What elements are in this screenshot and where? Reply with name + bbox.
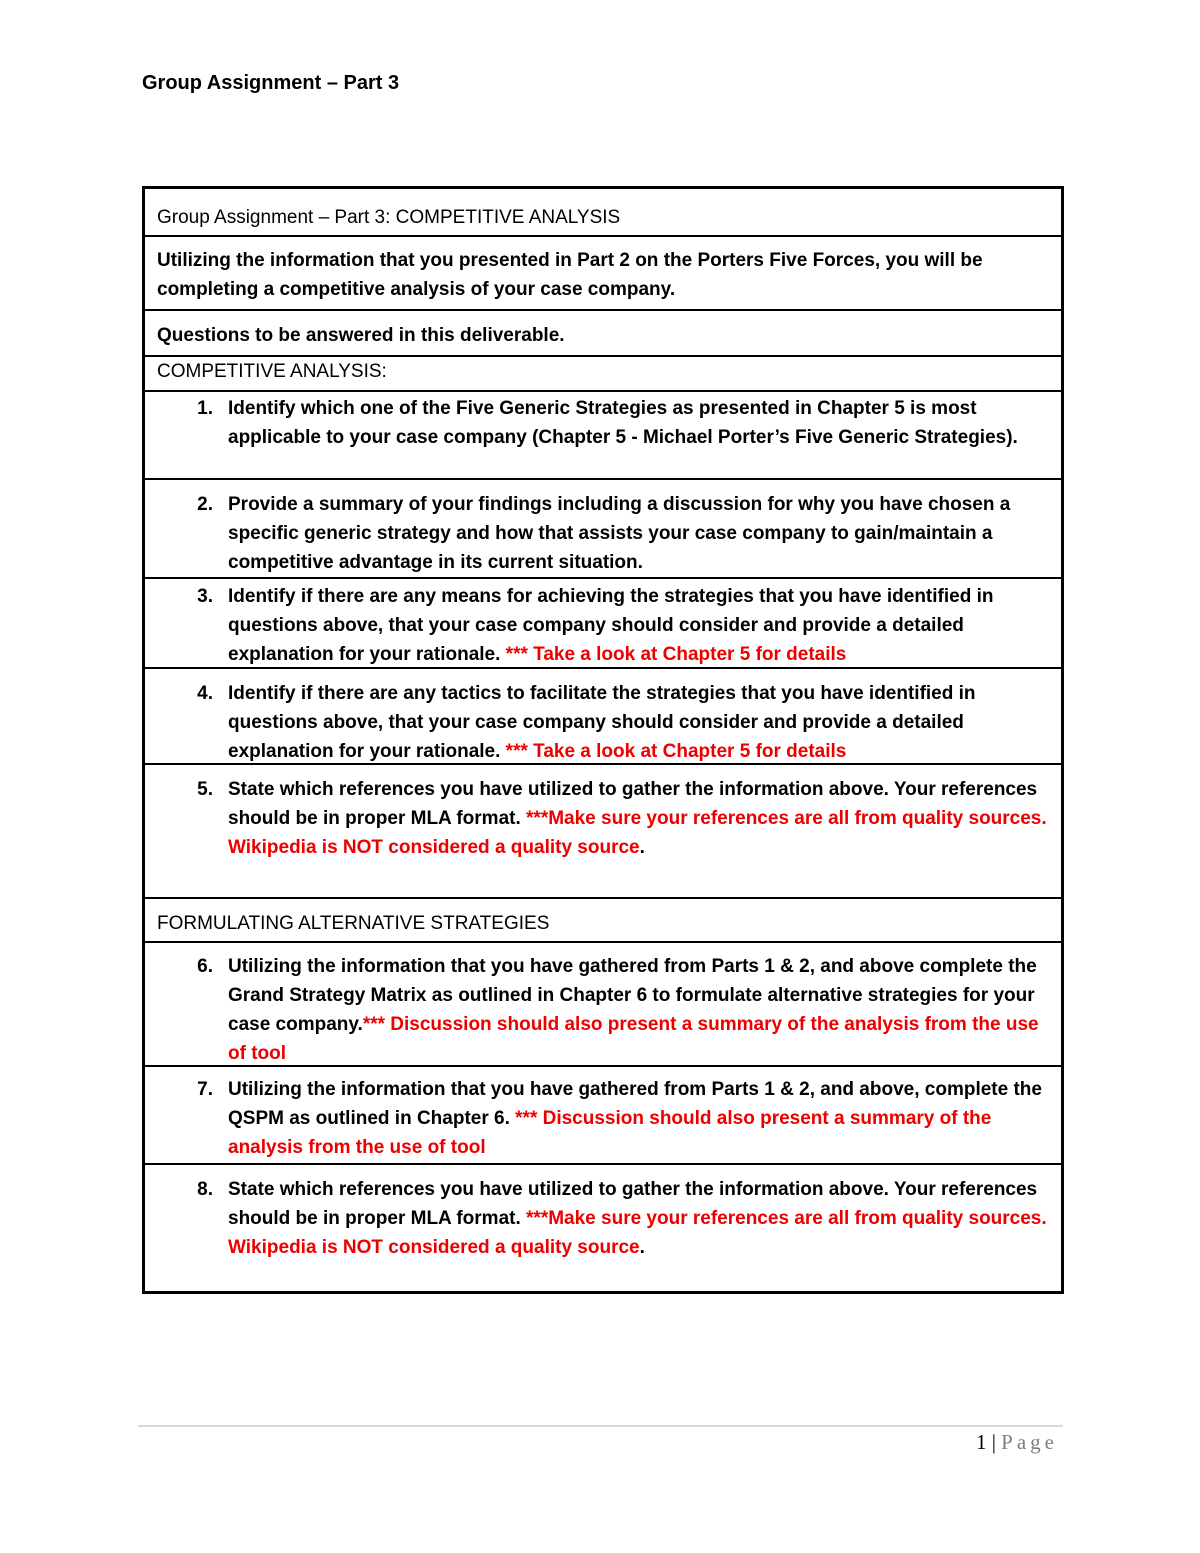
item-text: Utilizing the information that you have gathered from Parts 1 & 2, and above, complete the QSPM as outlined in Chapter 6. *** Discussion should also present a summary of the analysis from the use of tool xyxy=(228,1079,1042,1158)
item-number: 3. xyxy=(197,586,213,607)
item-text: Utilizing the information that you have gathered from Parts 1 & 2, and above complete the Grand Strategy Matrix as outlined in Chapter 6 to formulate alternative strategies for your case company.*** Discussion should also present a summary of the analysis from the use of tool xyxy=(228,956,1039,1064)
list-item xyxy=(145,390,1061,478)
item-text: State which references you have utilized to gather the information above. Your references should be in proper MLA format. ***Make sure your references are all from quality sources. Wikipedia is NOT considered a quality source. xyxy=(228,779,1047,858)
item-number: 8. xyxy=(197,1179,213,1200)
section-title-row xyxy=(145,355,1061,390)
item-number: 4. xyxy=(197,683,213,704)
item-text: State which references you have utilized to gather the information above. Your references should be in proper MLA format. ***Make sure your references are all from quality sources. Wikipedia is NOT considered a quality source. xyxy=(228,1179,1047,1258)
item-text: Identify if there are any means for achieving the strategies that you have identified in questions above, that your case company should consider and provide a detailed explanation for your rationale. *** Take a look at Chapter 5 for details xyxy=(228,586,994,665)
intro-row xyxy=(145,235,1061,309)
item-number: 2. xyxy=(197,494,213,515)
document-header-title: Group Assignment – Part 3 xyxy=(142,72,400,94)
page-footer xyxy=(976,1430,1058,1455)
list-item xyxy=(145,941,1061,1065)
page-separator: | xyxy=(991,1430,996,1454)
item-number: 5. xyxy=(197,779,213,800)
footer-divider xyxy=(138,1425,1063,1427)
item-number: 7. xyxy=(197,1079,213,1100)
section-title-row xyxy=(145,897,1061,941)
questions-header: Questions to be answered in this deliverable. xyxy=(157,325,565,346)
page-label: Page xyxy=(1001,1430,1058,1454)
list-item xyxy=(145,1163,1061,1291)
list-item xyxy=(145,763,1061,897)
item-text: Provide a summary of your findings including a discussion for why you have chosen a specific generic strategy and how that assists your case company to gain/maintain a competitive advantage in its current situation. xyxy=(228,494,1011,573)
item-number: 1. xyxy=(197,398,213,419)
list-item xyxy=(145,1065,1061,1163)
item-text: Identify which one of the Five Generic Strategies as presented in Chapter 5 is most applicable to your case company (Chapter 5 - Michael Porter’s Five Generic Strategies). xyxy=(228,398,1018,448)
page-number: 1 xyxy=(975,1430,987,1454)
table-title: Group Assignment – Part 3: COMPETITIVE ANALYSIS xyxy=(157,207,621,228)
item-number: 6. xyxy=(197,956,213,977)
section-title-competitive-analysis: COMPETITIVE ANALYSIS: xyxy=(157,361,387,382)
intro-text: Utilizing the information that you presented in Part 2 on the Porters Five Forces, you will be completing a competitive analysis of your case company. xyxy=(157,250,983,300)
list-item xyxy=(145,478,1061,577)
list-item xyxy=(145,667,1061,763)
questions-header-row xyxy=(145,309,1061,355)
item-text: Identify if there are any tactics to facilitate the strategies that you have identified in questions above, that your case company should consider and provide a detailed explanation for your rationale. *** Take a look at Chapter 5 for details xyxy=(228,683,976,762)
assignment-table xyxy=(142,186,1064,1294)
list-item xyxy=(145,577,1061,667)
section-title-formulating-strategies: FORMULATING ALTERNATIVE STRATEGIES xyxy=(157,913,550,934)
table-title-row xyxy=(145,189,1061,235)
